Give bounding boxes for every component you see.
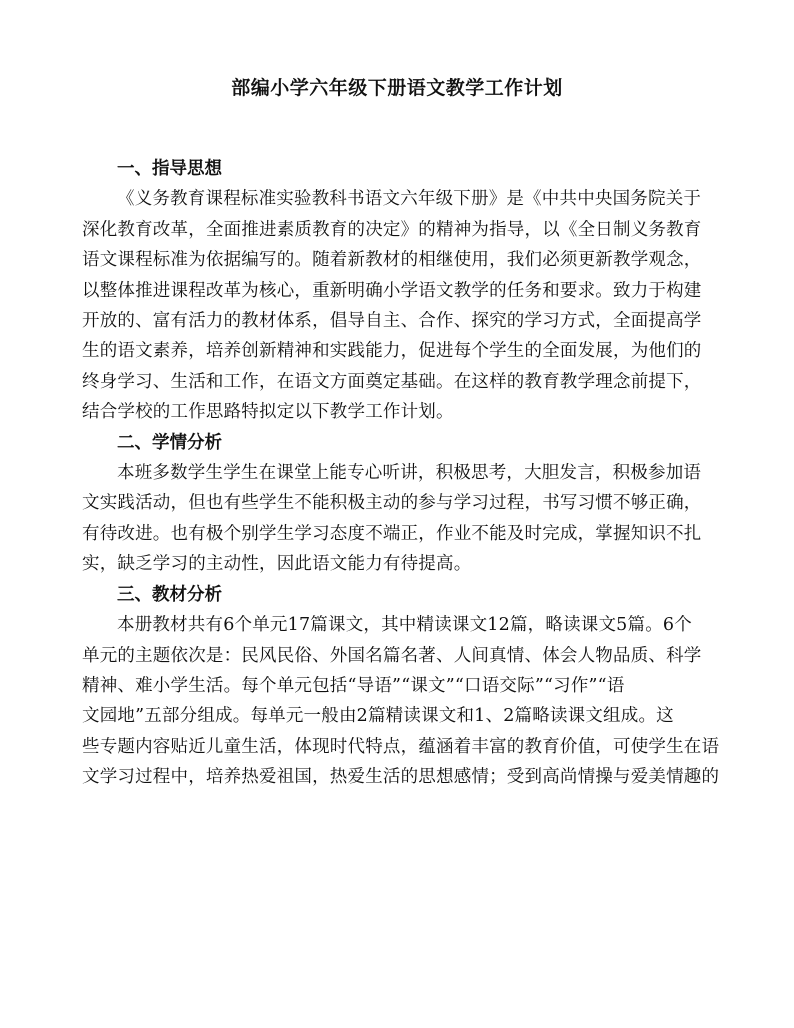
section-heading-guiding-ideology: 一、指导思想: [117, 159, 222, 179]
document-body: [82, 154, 720, 793]
paragraph-line: 深化教育改革，全面推进素质教育的决定》的精神为指导，以《全日制义务教育: [82, 219, 702, 240]
paragraph-line: 结合学校的工作思路特拟定以下教学工作计划。: [82, 402, 454, 423]
paragraph-line: 开放的、富有活力的教材体系，倡导自主、合作、探究的学习方式，全面提高学: [82, 311, 702, 332]
section-heading-textbook-analysis: 三、教材分析: [117, 584, 222, 605]
document-title: 部编小学六年级下册语文教学工作计划: [231, 77, 563, 99]
paragraph-line: 实，缺乏学习的主动性，因此语文能力有待提高。: [82, 554, 472, 575]
paragraph-line: 单元的主题依次是：民风民俗、外国名篇名著、人间真情、体会人物品质、科学: [82, 645, 702, 666]
paragraph-line: 精神、难小学生活。每个单元包括“导语”“课文”“口语交际”“习作”“语: [82, 675, 625, 696]
paragraph-line: 终身学习、生活和工作，在语文方面奠定基础。在这样的教育教学理念前提下，: [82, 371, 702, 392]
paragraph-line: 些专题内容贴近儿童生活，体现时代特点，蕴涵着丰富的教育价值，可使学生在语: [82, 736, 720, 757]
section-heading-student-analysis: 二、学情分析: [117, 432, 222, 453]
paragraph-line: 《义务教育课程标准实验教科书语文六年级下册》是《中共中央国务院关于: [117, 189, 702, 210]
paragraph-line: 文实践活动，但也有些学生不能积极主动的参与学习过程，书写习惯不够正确，: [82, 493, 702, 514]
paragraph-line: 语文课程标准为依据编写的。随着新教材的相继使用，我们必须更新教学观念，: [82, 250, 702, 271]
paragraph-line: 文学习过程中，培养热爱祖国，热爱生活的思想感情；受到高尚情操与爱美情趣的: [82, 767, 720, 788]
paragraph-line: 生的语文素养，培养创新精神和实践能力，促进每个学生的全面发展，为他们的: [82, 341, 702, 362]
paragraph-line: 有待改进。也有极个别学生学习态度不端正，作业不能及时完成，掌握知识不扎: [82, 523, 702, 544]
paragraph-line: 以整体推进课程改革为核心，重新明确小学语文教学的任务和要求。致力于构建: [82, 280, 702, 301]
paragraph-line: 文园地”五部分组成。每单元一般由2篇精读课文和1、2篇略读课文组成。这: [82, 706, 674, 727]
paragraph-line: 本册教材共有6个单元17篇课文，其中精读课文12篇，略读课文5篇。6个: [117, 615, 692, 636]
paragraph-line: 本班多数学生学生在课堂上能专心听讲，积极思考，大胆发言，积极参加语: [117, 463, 702, 484]
